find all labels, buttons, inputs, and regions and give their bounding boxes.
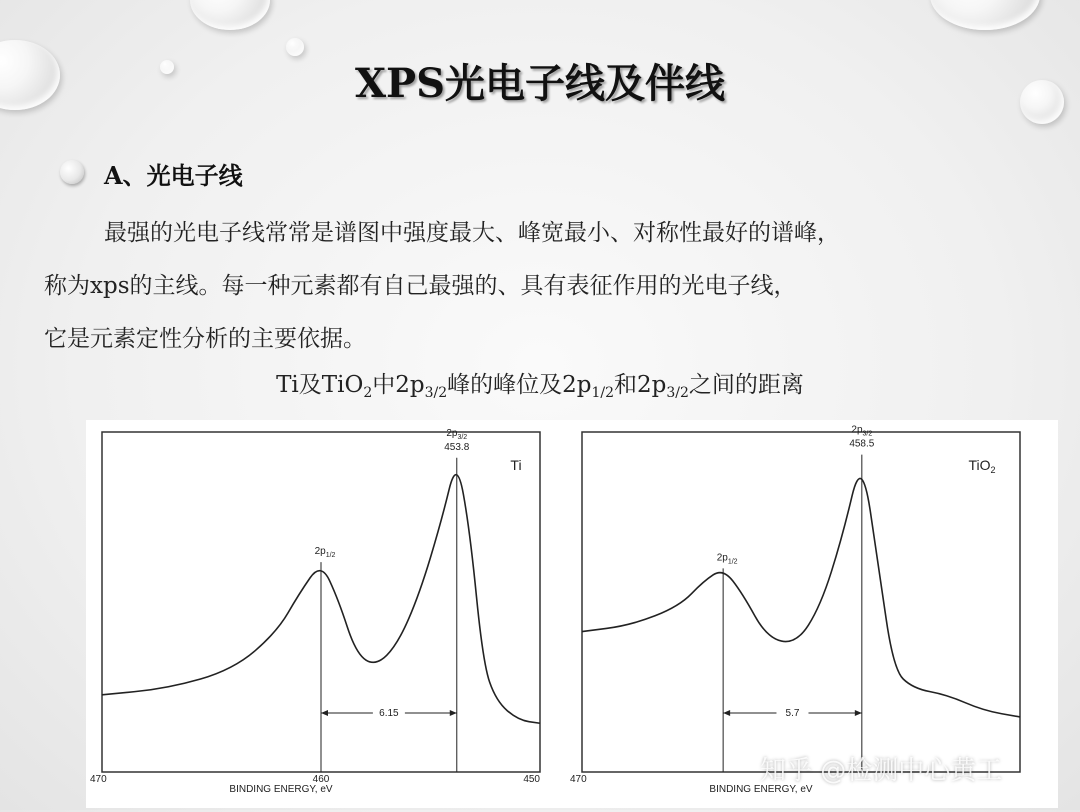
plot-frame	[582, 432, 1020, 772]
slide-title: XPS光电子线及伴线	[355, 60, 725, 107]
spectrum-line-TiO2	[582, 478, 1020, 716]
peak-label: $2p_{3/2}$	[851, 424, 873, 438]
figure-caption: Ti及TiO$_2$中$2p_{3/2}$峰的峰位及$2p_{1/2}$和$2p_{3/2}$之间的距离	[276, 372, 804, 401]
water-drop-decoration	[190, 0, 270, 30]
watermark: 知乎 @检测中心黄工	[760, 756, 1003, 786]
x-tick-label: 450	[523, 774, 540, 785]
paragraph-line: 最强的光电子线常常是谱图中强度最大、峰宽最小、对称性最好的谱峰，	[104, 220, 840, 246]
separation-label: 6.15	[379, 708, 399, 719]
x-axis-label: BINDING ENERGY, eV	[709, 784, 813, 795]
separation-label: 5.7	[785, 708, 800, 719]
x-tick-label: 460	[312, 774, 330, 785]
body-paragraph	[44, 207, 1064, 366]
x-tick-label: 470	[90, 774, 107, 785]
bullet-icon	[60, 160, 84, 184]
section-heading: A、光电子线	[104, 161, 243, 190]
water-drop-decoration	[930, 0, 1040, 30]
paragraph-line: 它是元素定性分析的主要依据。	[44, 326, 366, 352]
peak-label: $2p_{3/2}$	[446, 427, 468, 441]
x-axis-label: BINDING ENERGY, eV	[229, 784, 333, 795]
peak-value-label: 453.8	[444, 441, 470, 453]
peak-label: $2p_{1/2}$	[314, 546, 336, 560]
paragraph-line: 称为xps的主线。每一种元素都有自己最强的、具有表征作用的光电子线，	[44, 273, 797, 299]
sample-title: TiO$_2$	[968, 457, 996, 475]
peak-label: $2p_{1/2}$	[716, 552, 738, 566]
x-tick-label: 470	[570, 774, 587, 785]
sample-title: Ti	[510, 457, 522, 473]
peak-value-label: 458.5	[849, 438, 875, 450]
